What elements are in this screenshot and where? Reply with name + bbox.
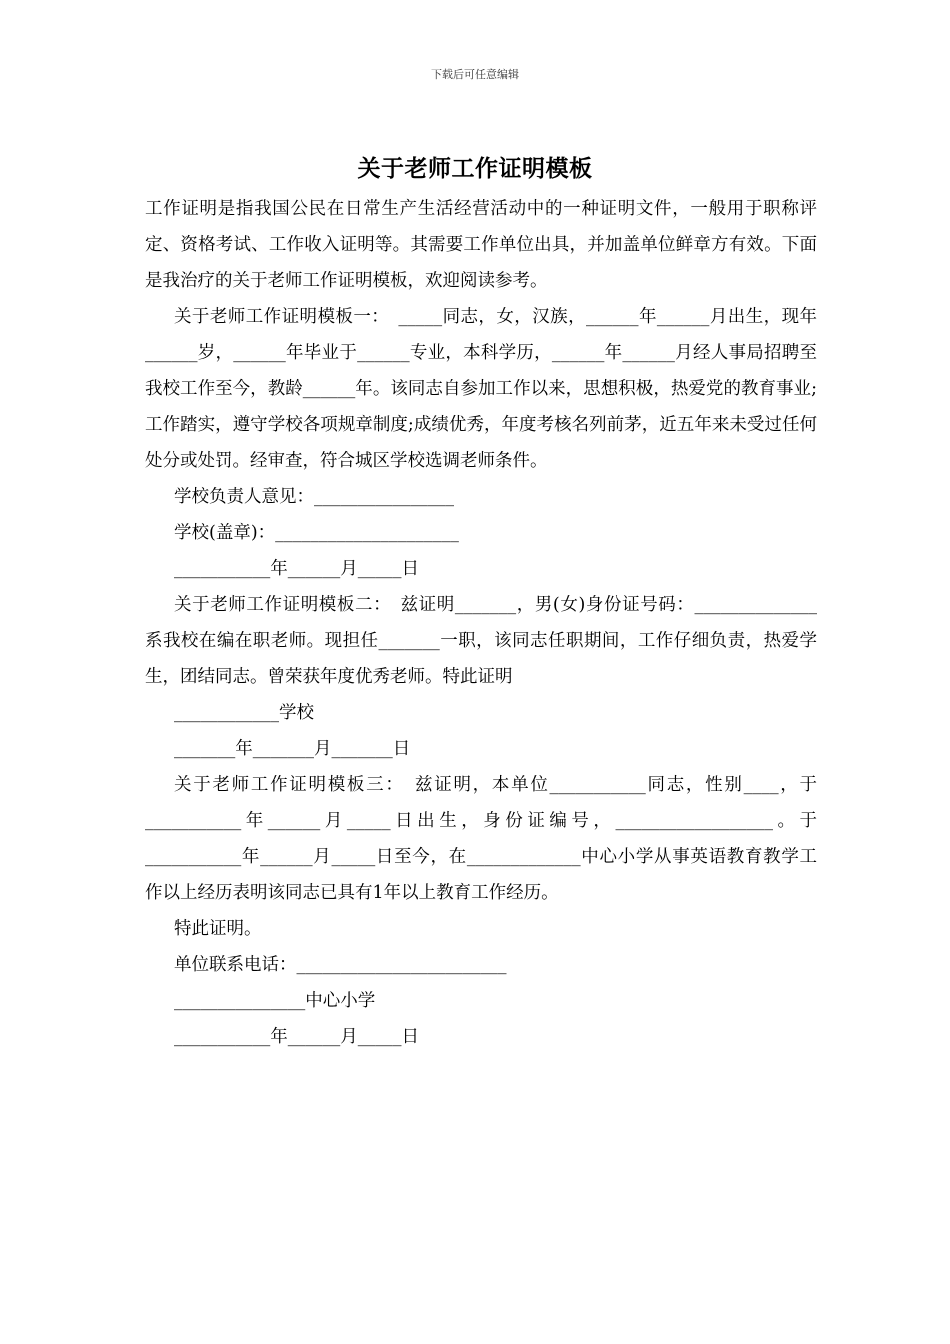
document-title: 关于老师工作证明模板 (357, 155, 593, 182)
template3-closing-line: 特此证明。 (174, 919, 262, 939)
template2-date-line: _______年_______月_______日 (174, 739, 411, 759)
template1-date-line: ___________年______月_____日 (174, 559, 419, 579)
template2-paragraph: 关于老师工作证明模板二： 兹证明_______，男(女)身份证号码：______________系我校在编在职老师。现担任_______一职，该同志任职期间，工作仔细负责，热爱学生，团结同志。曾荣获年度优秀老师。特此证明 (145, 595, 817, 687)
template3-paragraph: 关于老师工作证明模板三： 兹证明，本单位___________同志，性别____，于___________年______月_____日出生，身份证编号，__________________。于___________年______月_____日至今，在_____________中心小学从事英语教育教学工作以上经历表明该同志已具有1年以上教育工作经历。 (145, 775, 817, 903)
document-body (145, 191, 817, 1055)
header-note: 下载后可任意编辑 (431, 68, 519, 81)
template1-opinion-line: 学校负责人意见：________________ (174, 487, 454, 507)
template1-paragraph: 关于老师工作证明模板一： _____同志，女，汉族，______年______月出生，现年______岁，______年毕业于______专业，本科学历，______年______月经人事局招聘至我校工作至今，教龄______年。该同志自参加工作以来，思想积极，热爱党的教育事业;工作踏实，遵守学校各项规章制度;成绩优秀，年度考核名列前茅，近五年来未受过任何处分或处罚。经审查，符合城区学校选调老师条件。 (145, 307, 817, 471)
template3-phone-line: 单位联系电话：________________________ (174, 955, 507, 975)
template2-school-line: ____________学校 (174, 703, 314, 723)
template1-seal-line: 学校(盖章)：_____________________ (174, 523, 459, 543)
template3-school-line: _______________中心小学 (174, 991, 376, 1011)
template3-date-line: ___________年______月_____日 (174, 1027, 419, 1047)
intro-paragraph: 工作证明是指我国公民在日常生产生活经营活动中的一种证明文件，一般用于职称评定、资格考试、工作收入证明等。其需要工作单位出具，并加盖单位鲜章方有效。下面是我治疗的关于老师工作证明模板，欢迎阅读参考。 (145, 199, 817, 291)
